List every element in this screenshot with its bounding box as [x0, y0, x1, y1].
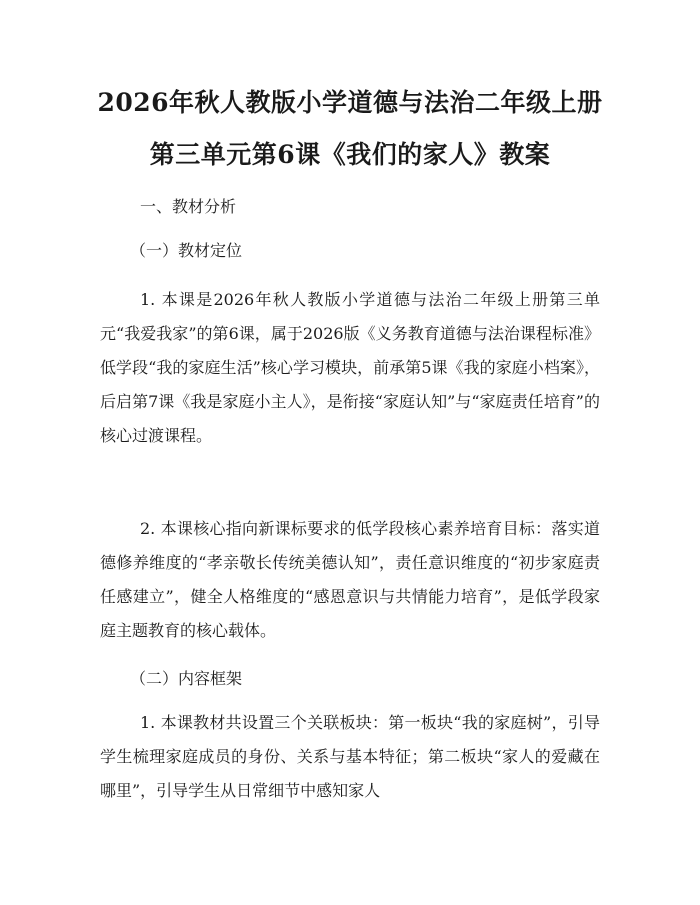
document-title-line-2: 第三单元第6课《我们的家人》教案	[149, 140, 551, 169]
document-title-line-1: 2026年秋人教版小学道德与法治二年级上册	[97, 88, 603, 117]
paragraph-content-framework-1: 1. 本课教材共设置三个关联板块：第一板块“我的家庭树”，引导学生梳理家庭成员的身份、关系与基本特征；第二板块“家人的爱藏在哪里”，引导学生从日常细节中感知家人	[100, 713, 600, 800]
paragraph-positioning-1: 1. 本课是2026年秋人教版小学道德与法治二年级上册第三单元“我爱我家”的第6课，属于2026版《义务教育道德与法治课程标准》低学段“我的家庭生活”核心学习模块，前承第5课《我的家庭小档案》，后启第7课《我是家庭小主人》，是衔接“家庭认知”与“家庭责任培育”的核心过渡课程。	[100, 290, 600, 445]
paragraph-positioning-2: 2. 本课核心指向新课标要求的低学段核心素养培育目标：落实道德修养维度的“孝亲敬长传统美德认知”，责任意识维度的“初步家庭责任感建立”，健全人格维度的“感恩意识与共情能力培育”，是低学段家庭主题教育的核心载体。	[100, 519, 600, 640]
subsection-heading-content-framework: （二）内容框架	[130, 669, 243, 688]
subsection-heading-positioning: （一）教材定位	[130, 241, 243, 260]
section-heading-textbook-analysis: 一、教材分析	[140, 197, 237, 216]
